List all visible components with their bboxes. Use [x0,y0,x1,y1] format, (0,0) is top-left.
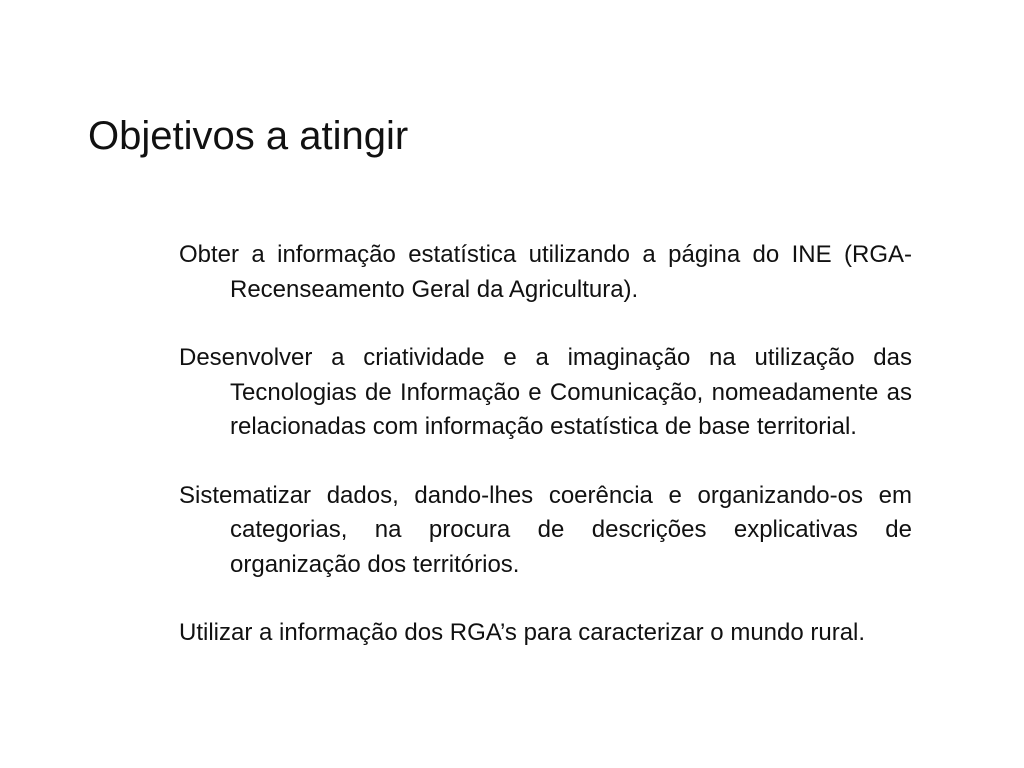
slide-title: Objetivos a atingir [88,114,409,158]
objective-item-1: Obter a informação estatística utilizando a página do INE (RGA-Recenseamento Geral da Agricultura). [179,241,912,303]
objective-item-4: Utilizar a informação dos RGA’s para caracterizar o mundo rural. [179,619,866,646]
objectives-list [179,238,912,651]
objective-item-2: Desenvolver a criatividade e a imaginação na utilização das Tecnologias de Informação e Comunicação, nomeadamente as relacionadas com informação estatística de base territorial. [179,344,912,440]
objective-item-3: Sistematizar dados, dando-lhes coerência e organizando-os em categorias, na procura de descrições explicativas de organização dos territórios. [179,481,912,578]
